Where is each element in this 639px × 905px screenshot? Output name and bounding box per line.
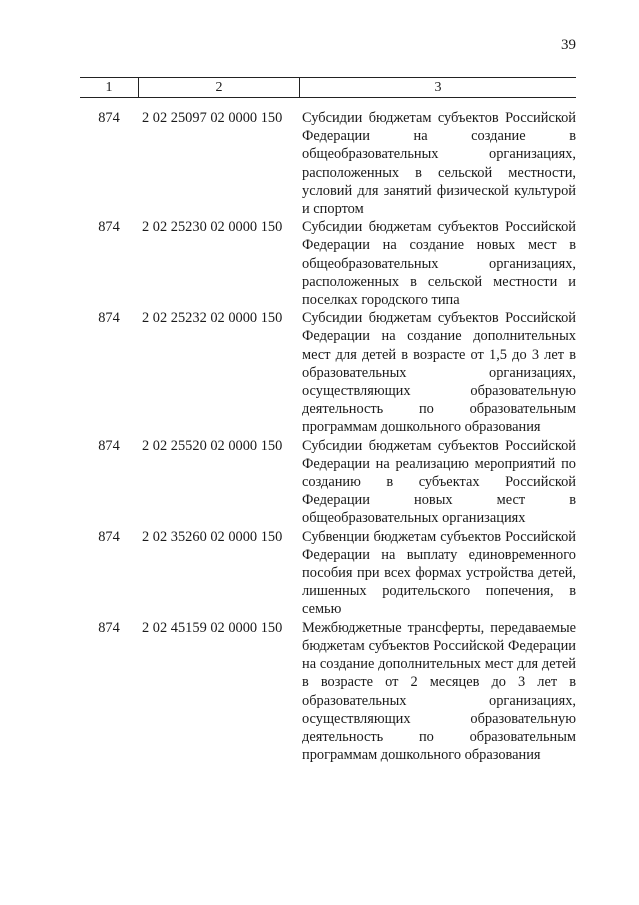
header-col-3: 3 [299,78,576,97]
budget-code: 2 02 25097 02 0000 150 [142,110,283,126]
admin-code: 874 [98,437,120,454]
revenue-name: Межбюджетные трансферты, передаваемые бюджетам субъектов Российской Федерации на создание дополнительных мест для детей в возрасте от 2 месяцев до 3 лет в образовательных организациях, осуществляющих образовательную деятельность по образовательным программам дошкольного образования [302,619,576,764]
budget-code: 2 02 35260 02 0000 150 [142,528,283,545]
budget-code: 2 02 25230 02 0000 150 [142,219,283,236]
budget-code: 2 02 25520 02 0000 150 [142,437,283,454]
revenue-name: Субсидии бюджетам субъектов Российской Федерации на создание новых мест в общеобразовательных организациях, расположенных в сельской местности и поселках городского типа [302,219,576,309]
revenue-name: Субсидии бюджетам субъектов Российской Федерации на реализацию мероприятий по созданию в субъектах Российской Федерации новых мест в общеобразовательных организациях [302,437,576,527]
page-number: 39 [561,37,576,53]
table-row [80,437,576,528]
table-header [80,77,576,98]
revenue-name: Субсидии бюджетам субъектов Российской Федерации на создание в общеобразовательных организациях, расположенных в сельской местности, условий для занятий физической культурой и спортом [302,110,576,218]
admin-code: 874 [98,110,120,126]
table-body [80,109,576,764]
admin-code: 874 [98,219,120,236]
revenue-name: Субвенции бюджетам субъектов Российской Федерации на выплату единовременного пособия при всех формах устройства детей, лишенных родительского попечения, в семью [302,528,576,618]
budget-code: 2 02 25232 02 0000 150 [142,310,283,327]
header-col-1: 1 [105,80,113,95]
admin-code: 874 [98,619,120,636]
table-row [80,109,576,218]
table-row [80,218,576,309]
admin-code: 874 [98,528,120,545]
header-col-2: 2 [138,78,299,97]
table-row [80,619,576,765]
revenue-name: Субсидии бюджетам субъектов Российской Федерации на создание дополнительных мест для детей в возрасте от 1,5 до 3 лет в образовательных организациях, осуществляющих образовательную деятельность по образовательным программам дошкольного образования [302,310,576,436]
table-row [80,528,576,619]
admin-code: 874 [98,310,120,327]
budget-code: 2 02 45159 02 0000 150 [142,619,283,636]
table-row [80,309,576,436]
